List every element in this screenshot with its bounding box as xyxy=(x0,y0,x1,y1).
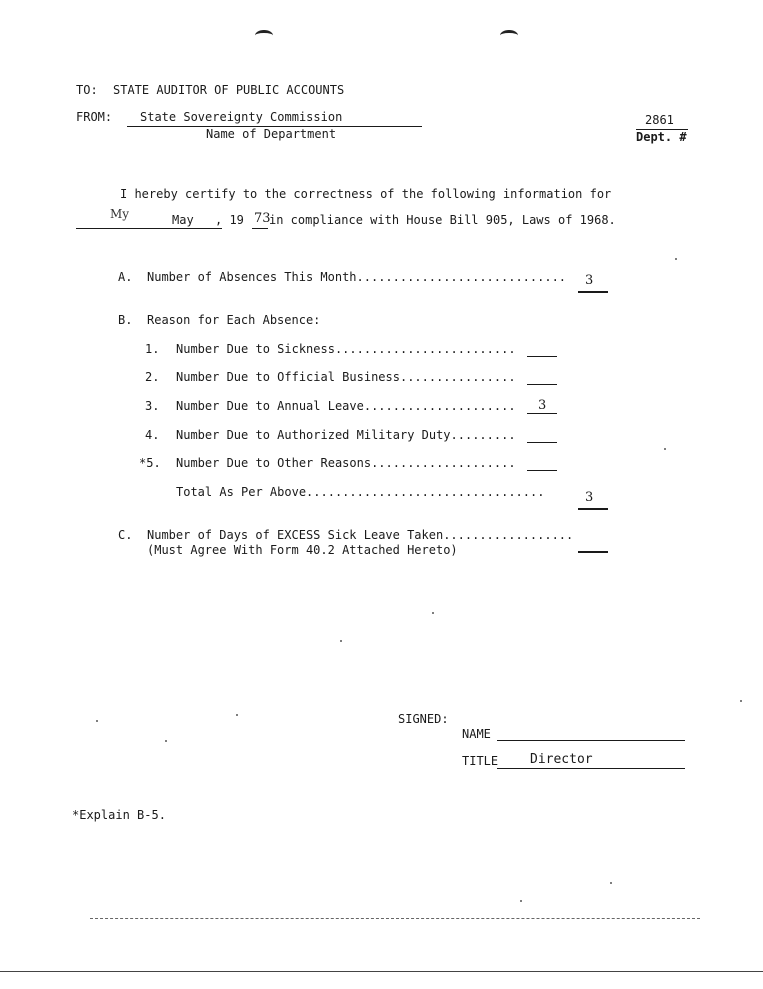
item-2-number: 2. xyxy=(145,370,160,384)
total-underline xyxy=(578,508,608,510)
section-b-label: Reason for Each Absence: xyxy=(147,313,321,327)
item-5-blank xyxy=(527,470,557,471)
section-a-letter: A. xyxy=(118,270,133,284)
item-2-blank xyxy=(527,384,557,385)
scan-speck xyxy=(165,740,167,742)
item-3-label: Number Due to Annual Leave..................... xyxy=(176,399,516,413)
from-label: FROM: xyxy=(76,110,113,124)
scan-speck xyxy=(664,448,666,450)
section-c-blank xyxy=(578,551,608,553)
punch-mark-left xyxy=(255,30,273,41)
scan-speck xyxy=(96,720,98,722)
footnote: *Explain B-5. xyxy=(72,808,166,822)
scan-speck xyxy=(236,714,238,716)
scan-speck xyxy=(675,258,677,260)
month-underline xyxy=(76,228,222,229)
total-value: 3 xyxy=(585,490,594,505)
name-label: NAME xyxy=(462,727,491,741)
year-prefix: , 19 xyxy=(215,213,244,227)
month-handwritten: My xyxy=(110,207,130,221)
bottom-edge-line xyxy=(0,971,763,972)
section-a-label: Number of Absences This Month............................. xyxy=(147,270,567,284)
scan-speck xyxy=(610,882,612,884)
name-line xyxy=(497,740,685,741)
section-c-letter: C. xyxy=(118,528,133,542)
scan-speck xyxy=(432,612,434,614)
scan-speck xyxy=(340,640,342,642)
item-4-label: Number Due to Authorized Military Duty......... xyxy=(176,428,516,442)
item-3-number: 3. xyxy=(145,399,160,413)
section-c-label-2: (Must Agree With Form 40.2 Attached Hereto) xyxy=(147,543,458,557)
item-3-value: 3 xyxy=(538,398,547,413)
bottom-dotted-line xyxy=(90,918,700,919)
item-1-label: Number Due to Sickness......................... xyxy=(176,342,516,356)
year-suffix: 73 xyxy=(254,211,271,226)
dept-number: 2861 xyxy=(645,113,674,127)
item-5-label: Number Due to Other Reasons.................... xyxy=(176,456,516,470)
title-label: TITLE xyxy=(462,754,499,768)
to-label: TO: xyxy=(76,83,98,97)
to-value: STATE AUDITOR OF PUBLIC ACCOUNTS xyxy=(113,83,345,97)
item-4-number: 4. xyxy=(145,428,160,442)
punch-mark-right xyxy=(500,30,518,41)
compliance-text: in compliance with House Bill 905, Laws of 1968. xyxy=(269,213,616,227)
from-value: State Sovereignty Commission xyxy=(140,110,343,124)
item-2-label: Number Due to Official Business................ xyxy=(176,370,516,384)
section-a-underline xyxy=(578,291,608,293)
item-5-number: *5. xyxy=(139,456,161,470)
section-b-letter: B. xyxy=(118,313,133,327)
item-3-blank xyxy=(527,413,557,414)
department-caption: Name of Department xyxy=(206,127,337,141)
year-underline xyxy=(252,228,268,229)
scan-speck xyxy=(740,700,742,702)
total-label: Total As Per Above................................. xyxy=(176,485,545,499)
title-line xyxy=(497,768,685,769)
item-1-blank xyxy=(527,356,557,357)
scan-speck xyxy=(520,900,522,902)
item-4-blank xyxy=(527,442,557,443)
title-value: Director xyxy=(530,752,593,767)
certify-statement: I hereby certify to the correctness of the following information for xyxy=(120,187,612,201)
dept-number-caption: Dept. # xyxy=(636,130,687,144)
section-c-label-1: Number of Days of EXCESS Sick Leave Taken.................. xyxy=(147,528,574,542)
signed-label: SIGNED: xyxy=(398,712,449,726)
month-value: May xyxy=(172,213,194,227)
item-1-number: 1. xyxy=(145,342,160,356)
section-a-value: 3 xyxy=(585,273,594,288)
